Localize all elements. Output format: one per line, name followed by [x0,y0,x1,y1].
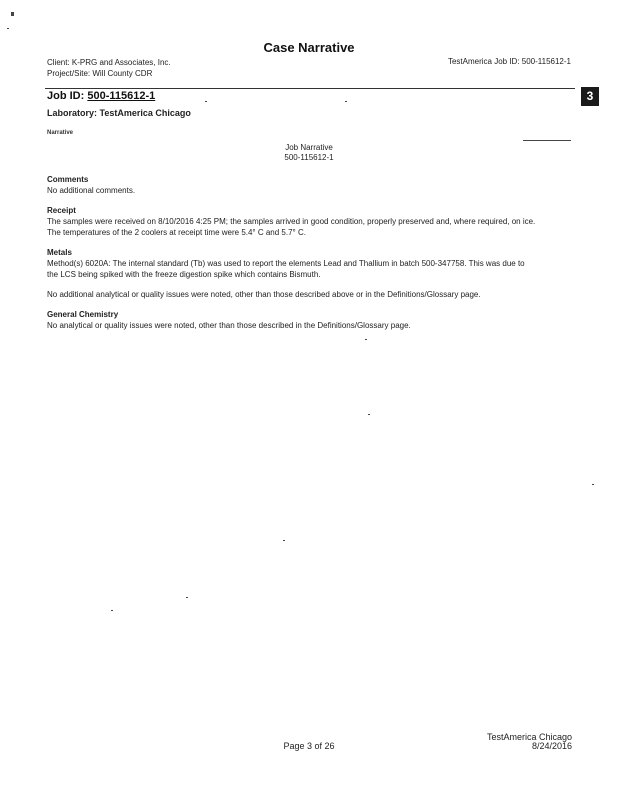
page-number: Page 3 of 26 [283,741,335,751]
metals-note [47,289,567,300]
metals-line-2: the LCS being spiked with the freeze digestion spike which contains Bismuth. [47,270,321,279]
scan-speck [592,484,594,485]
narrative-label: Narrative [47,130,74,136]
job-id-heading [47,90,155,102]
scan-speck [368,414,370,415]
receipt-heading: Receipt [47,206,76,215]
scan-speck [365,339,367,340]
scan-speck [345,101,347,102]
laboratory-name: Laboratory: TestAmerica Chicago [47,108,191,118]
section-tab-marker: 3 [581,87,599,106]
scan-speck [111,610,113,611]
metals-line-1: Method(s) 6020A: The internal standard (Tb) was used to report the elements Lead and Thallium in batch 500-347758. This was due to [47,259,525,268]
project-site: Project/Site: Will County CDR [47,69,153,78]
narrative-divider [523,140,571,141]
scan-speck [283,540,285,541]
header-client-block [47,57,171,79]
scan-speck [205,101,207,102]
header-divider [45,88,575,89]
footer-company: TestAmerica Chicago [486,732,572,742]
comments-heading: Comments [47,175,89,184]
receipt-line-1: The samples were received on 8/10/2016 4:25 PM; the samples arrived in good condition, properly preserved and, where required, on ice. [47,217,536,226]
scan-speck [11,12,14,16]
page-title: Case Narrative [263,40,355,55]
job-narrative-title: Job Narrative [285,143,333,152]
job-narrative-id: 500-115612-1 [284,153,334,162]
comments-text: No additional comments. [47,186,136,195]
header-job-id: TestAmerica Job ID: 500-115612-1 [447,57,571,66]
scan-speck [186,597,188,598]
general-chemistry-text: No analytical or quality issues were noted, other than those described in the Definitions/Glossary page. [47,321,411,330]
comments-section [47,175,567,196]
general-chemistry-section [47,310,567,331]
job-id-number: 500-115612-1 [87,90,156,102]
footer-company-date [487,733,572,751]
job-id-label: Job ID: [47,90,85,102]
footer-date: 8/24/2016 [531,741,572,751]
metals-section [47,248,567,280]
metals-note-text: No additional analytical or quality issues were noted, other than those described above or in the Definitions/Glossary page. [47,290,481,299]
scan-speck [7,28,9,29]
receipt-section [47,206,567,238]
job-narrative-heading [259,143,359,163]
receipt-line-2: The temperatures of the 2 coolers at receipt time were 5.4° C and 5.7° C. [47,228,306,237]
general-chemistry-heading: General Chemistry [47,310,119,319]
client-name: Client: K-PRG and Associates, Inc. [47,58,171,67]
metals-heading: Metals [47,248,72,257]
